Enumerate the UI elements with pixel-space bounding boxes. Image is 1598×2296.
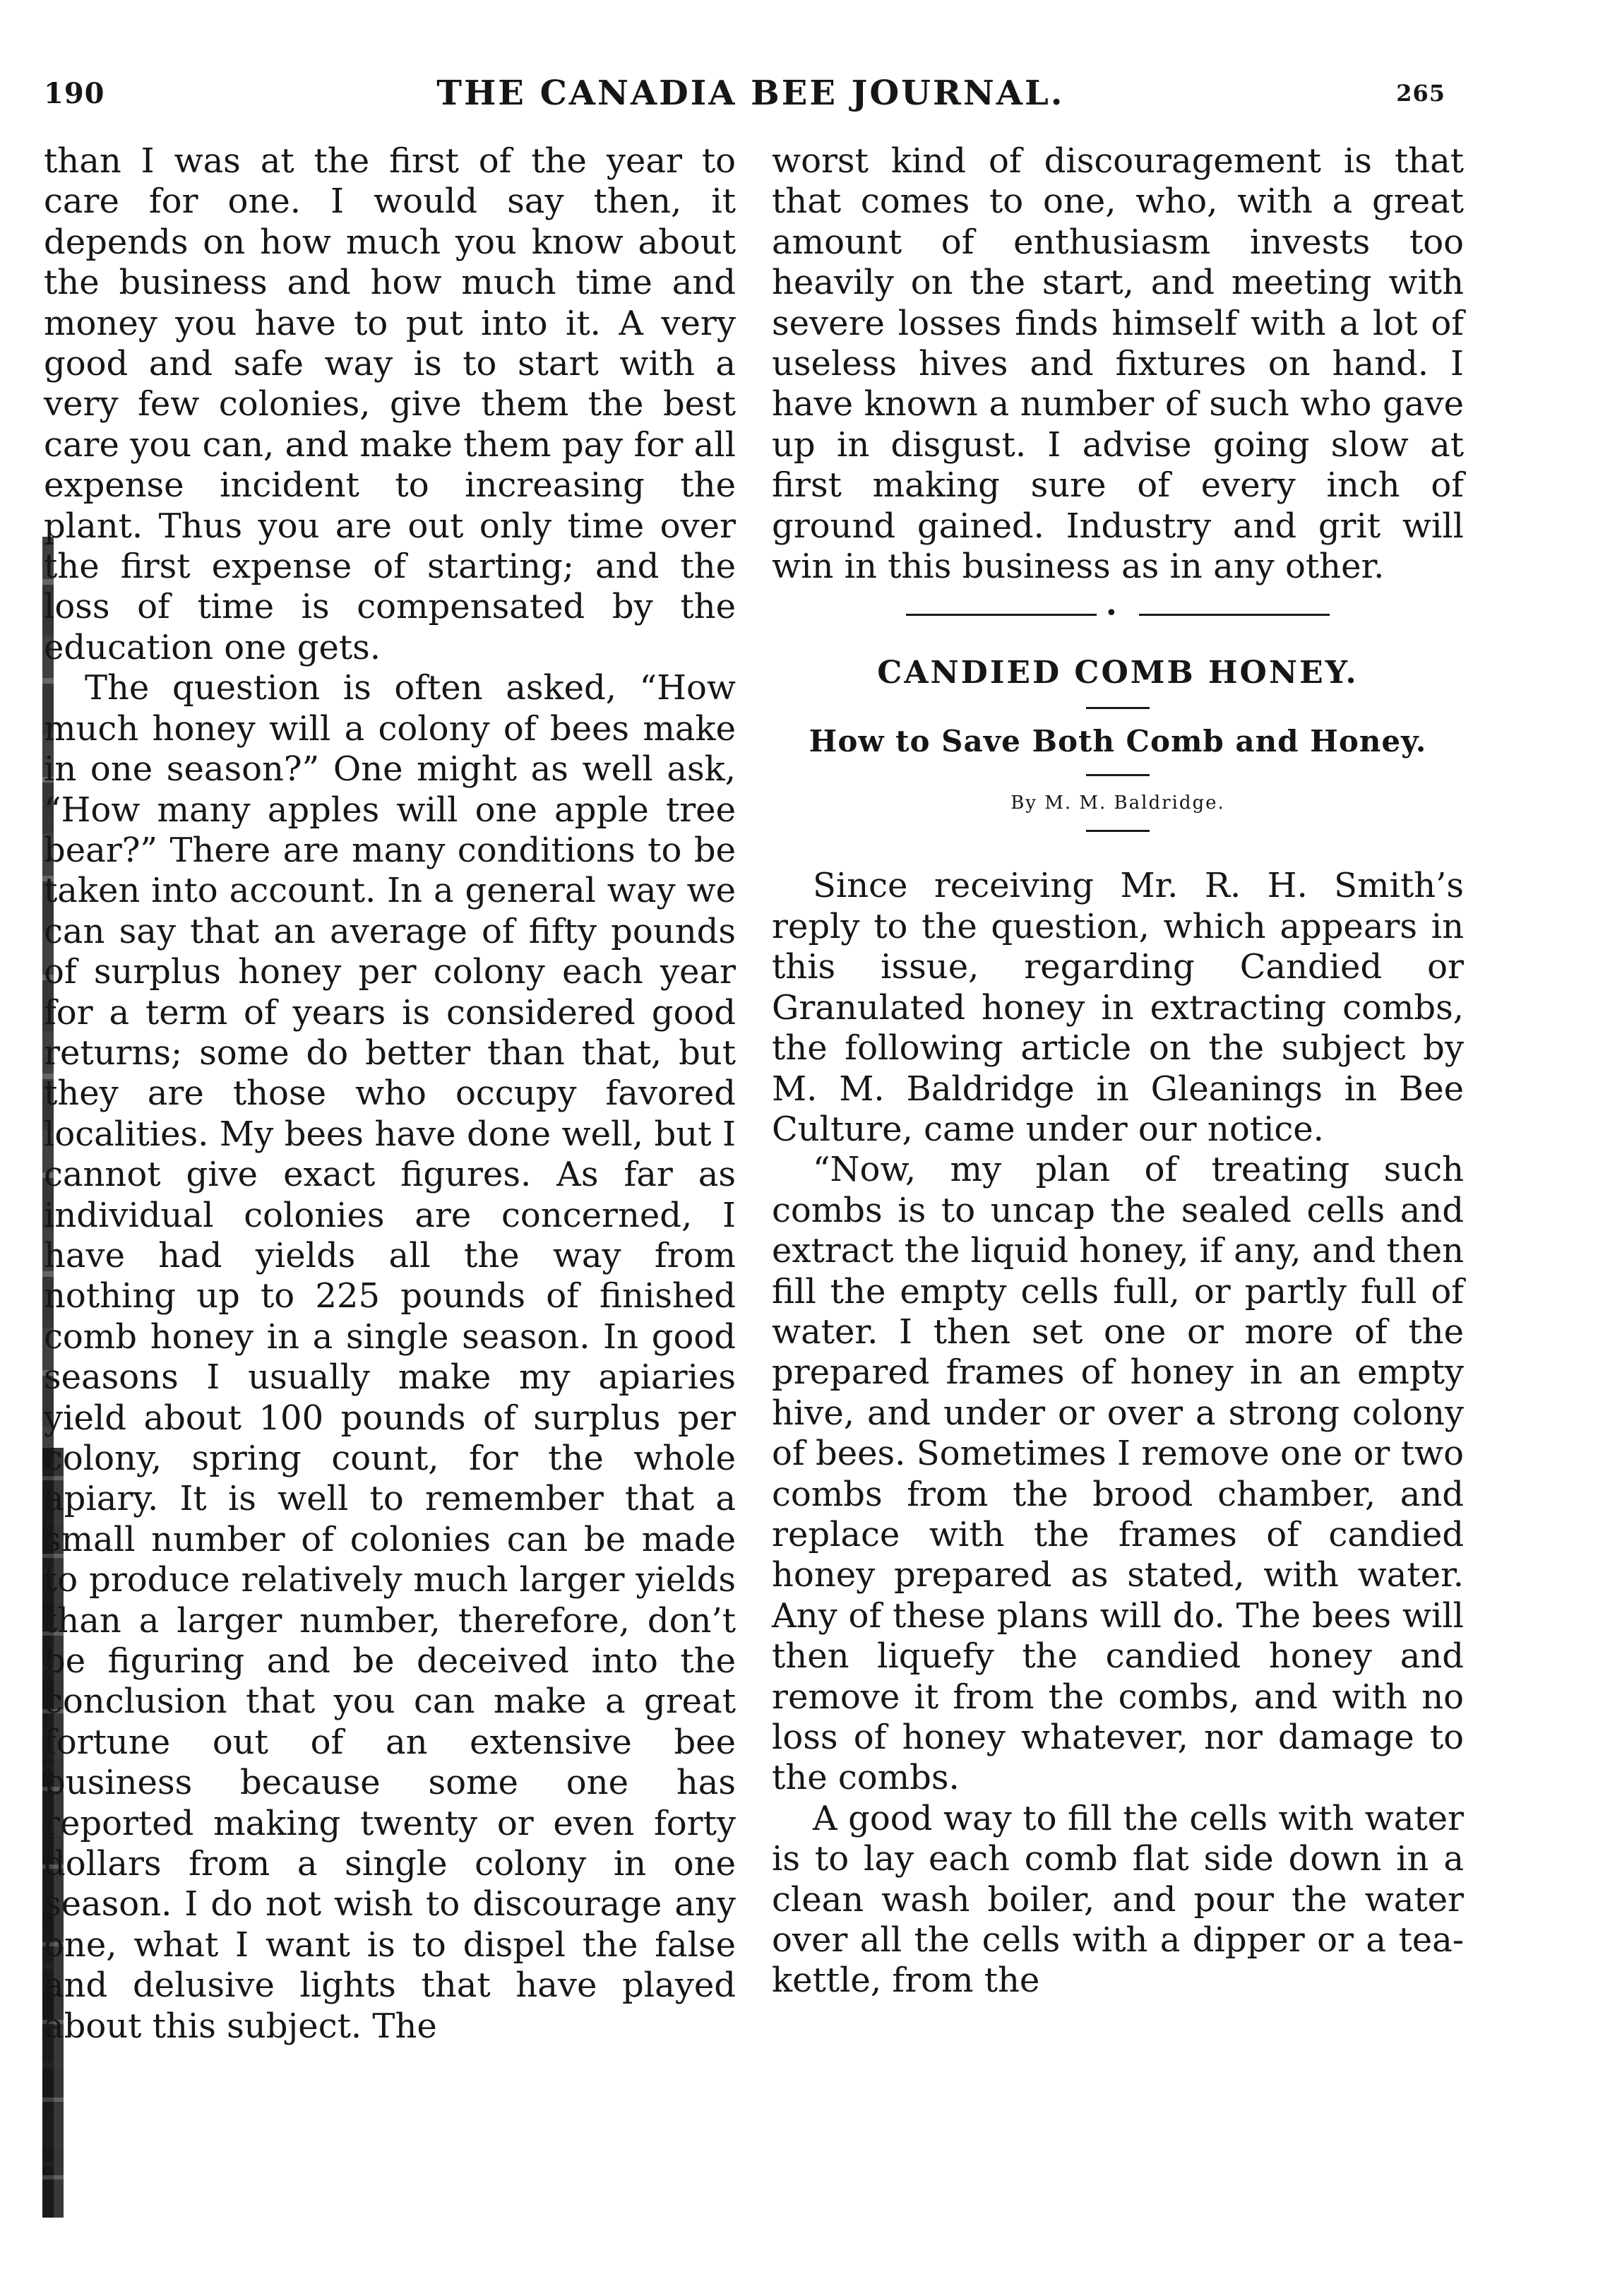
running-header <box>44 65 1445 121</box>
journal-title: THE CANADIA BEE JOURNAL. <box>436 73 1065 113</box>
title-rule <box>1086 707 1150 709</box>
subtitle-rule <box>1086 774 1150 776</box>
page-number-right: 265 <box>1396 80 1445 107</box>
left-column <box>44 141 736 2047</box>
divider-line-left <box>906 614 1097 616</box>
article-title: CANDIED COMB HONEY. <box>877 655 1359 691</box>
divider-line-right <box>1139 614 1330 616</box>
right-column <box>772 141 1464 2001</box>
page-number-left: 190 <box>44 76 105 110</box>
byline-rule <box>1086 830 1150 832</box>
section-divider <box>906 594 1330 636</box>
right-intro-paragraph: worst kind of discouragement is that that comes to one, who, with a great amount of enthusiasm invests too heavily on the start, and meeting with severe losses finds himself with a lot of useless hives and fixtures on hand. I have known a number of such who gave up in disgust. I advise going slow at first making sure of every inch of ground gained. Industry and grit will win in this business as in any other. <box>772 141 1464 587</box>
article-paragraph-2: “Now, my plan of treating such combs is to uncap the sealed cells and extract the liquid honey, if any, and then fill the empty cells full, or partly full of water. I then set one or more of the prepared frames of honey in an empty hive, and under or over a strong colony of bees. Sometimes I remove one or two combs from the brood chamber, and replace with the frames of candied honey prepared as stated, with water. Any of these plans will do. The bees will then liquefy the candied honey and remove it from the combs, and with no loss of honey whatever, nor damage to the combs. <box>772 1150 1464 1798</box>
divider-ornament: • <box>1105 601 1118 626</box>
article-subtitle: How to Save Both Comb and Honey. <box>809 724 1427 759</box>
article-paragraph-1: Since receiving Mr. R. H. Smith’s reply to the question, which appears in this issue, regarding Candied or Granulated honey in extracting combs, the following article on the subject by M. M. Baldridge in Gleanings in Bee Culture, came under our notice. <box>772 866 1464 1149</box>
left-paragraph-1: than I was at the first of the year to care for one. I would say then, it depends on how much you know about the business and how much time and money you have to put into it. A very good and safe way is to start with a very few colonies, give them the best care you can, and make them pay for all expense incident to increasing the plant. Thus you are out only time over the first expense of starting; and the loss of time is compensated by the education one gets. <box>44 141 736 667</box>
article-paragraph-3: A good way to fill the cells with water is to lay each comb flat side down in a clean wash boiler, and pour the water over all the cells with a dipper or a tea-kettle, from the <box>772 1798 1464 2001</box>
left-paragraph-2: The question is often asked, “How much honey will a colony of bees make in one season?” One might as well ask, “How many apples will one apple tree bear?” There are many conditions to be taken into account. In a general way we can say that an average of fifty pounds of surplus honey per colony each year for a term of years is considered good returns; some do better than that, but they are those who occupy favored localities. My bees have done well, but I cannot give exact figures. As far as individual colonies are concerned, I have had yields all the way from nothing up to 225 pounds of finished comb honey in a single season. In good seasons I usually make my apiaries yield about 100 pounds of surplus per colony, spring count, for the whole apiary. It is well to remember that a small number of colonies can be made to produce relatively much larger yields than a larger number, therefore, don’t be figuring and be deceived into the conclusion that you can make a great fortune out of an extensive bee business because some one has reported making twenty or even forty dollars from a single colony in one season. I do not wish to discourage any one, what I want is to dispel the false and delusive lights that have played about this subject. The <box>44 668 736 2046</box>
article-byline: By M. M. Baldridge. <box>1010 792 1225 814</box>
